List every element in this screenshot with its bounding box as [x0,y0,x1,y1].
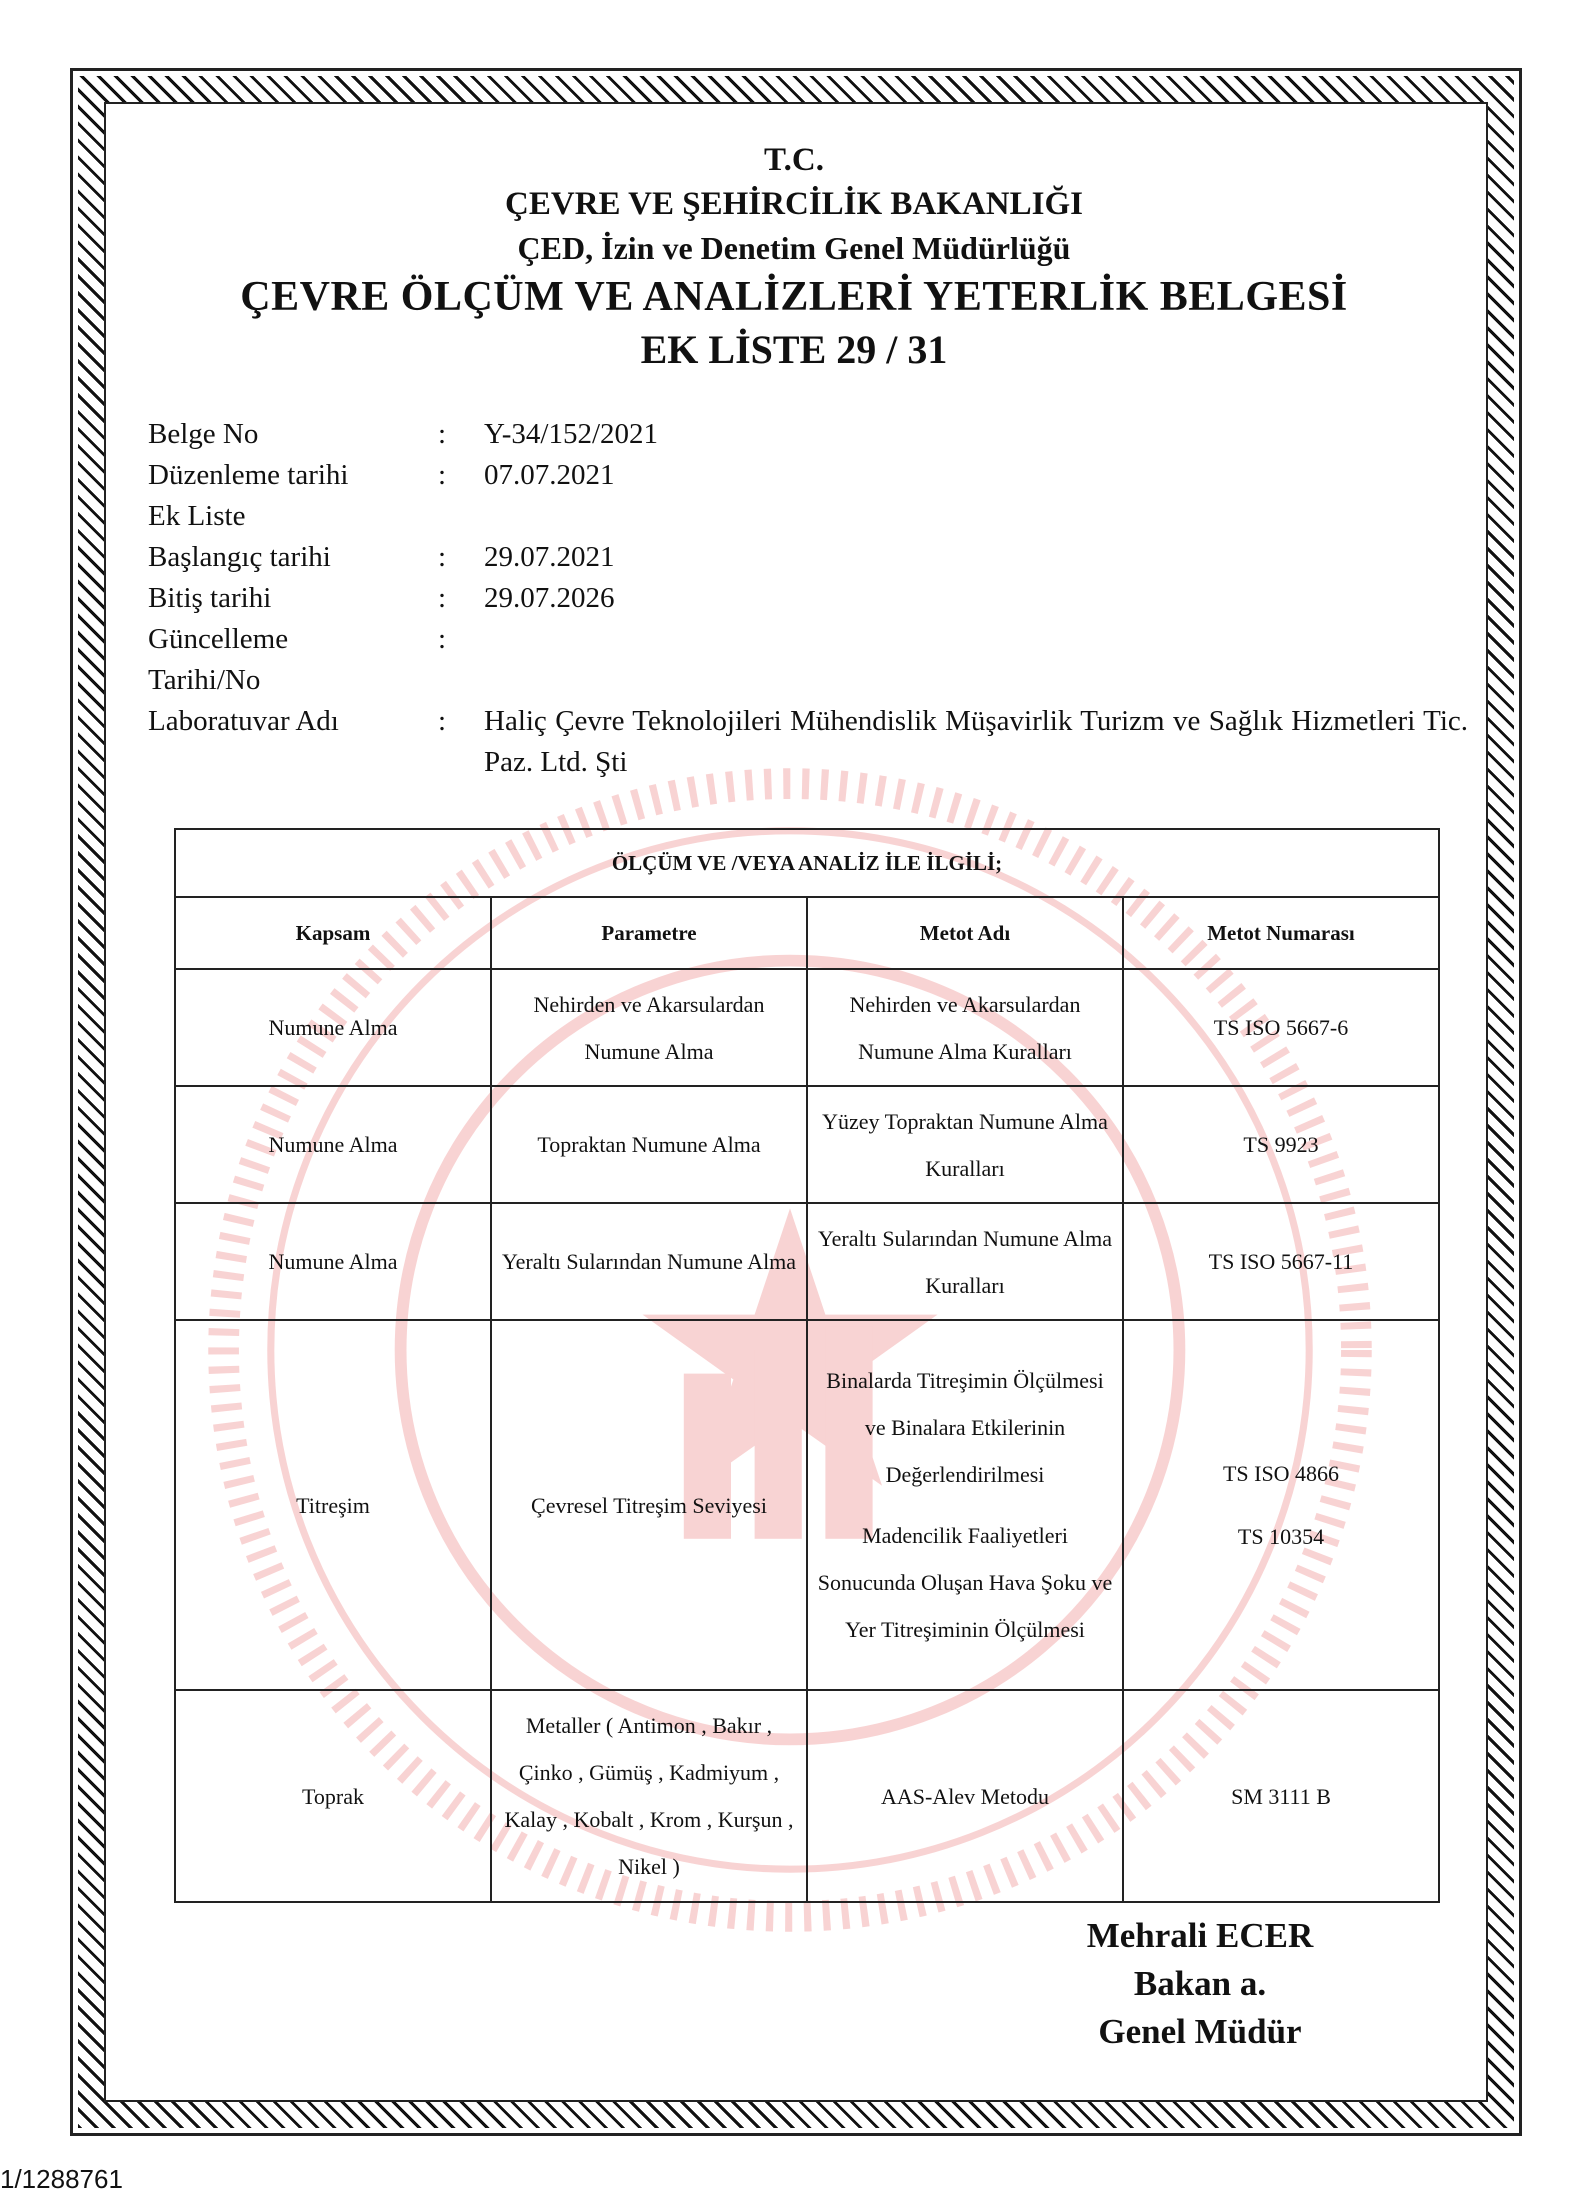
cell-parametre: Metaller ( Antimon , Bakır , Çinko , Gümüş , Kadmiyum , Kalay , Kobalt , Krom , Kurşun , Nikel ) [491,1690,807,1902]
header-line-1: T.C. [764,142,824,178]
info-colon: : [438,705,447,737]
signatory-title-1: Bakan a. [1133,1964,1267,2003]
page-footer-number: 1/1288761 [0,2164,123,2194]
certificate-info [148,414,1468,783]
column-header-metot-adi: Metot Adı [807,897,1123,969]
info-label: Ek Liste [148,500,246,532]
cell-parametre: Topraktan Numune Alma [491,1086,807,1203]
info-value: 29.07.2026 [484,582,615,614]
table-row [175,1086,1439,1203]
info-label: Güncelleme [148,623,289,655]
table-row [175,1320,1439,1690]
info-label: Laboratuvar Adı [148,705,339,737]
header-ministry: ÇEVRE VE ŞEHİRCİLİK BAKANLIĞI [505,186,1083,222]
cell-kapsam: Titreşim [175,1320,491,1690]
info-colon: : [438,582,447,614]
cell-metot-no [1123,1320,1439,1690]
info-value: 29.07.2021 [484,541,615,573]
scope-table [174,828,1440,1903]
info-row [148,578,1468,619]
info-label: Düzenleme tarihi [148,459,349,491]
metot-item: Madencilik Faaliyetleri Sonucunda Oluşan Hava Şoku ve Yer Titreşiminin Ölçülmesi [817,1523,1113,1642]
metot-no-item: TS 10354 [1237,1524,1325,1549]
info-colon [438,660,484,701]
info-value: 07.07.2021 [484,459,615,491]
cell-parametre: Yeraltı Sularından Numune Alma [491,1203,807,1320]
cell-metot: Nehirden ve Akarsulardan Numune Alma Kuralları [807,969,1123,1086]
cell-kapsam: Numune Alma [175,1086,491,1203]
column-header-metot-numarasi: Metot Numarası [1123,897,1439,969]
cell-kapsam: Numune Alma [175,1203,491,1320]
cell-parametre: Çevresel Titreşim Seviyesi [491,1320,807,1690]
signatory-title-2: Genel Müdür [1098,2012,1302,2051]
info-row [148,701,1468,783]
column-header-kapsam: Kapsam [175,897,491,969]
info-label: Bitiş tarihi [148,582,272,614]
cell-parametre: Nehirden ve Akarsulardan Numune Alma [491,969,807,1086]
info-row [148,660,1468,701]
info-value-laboratory: Haliç Çevre Teknolojileri Mühendislik Müşavirlik Turizm ve Sağlık Hizmetleri Tic. Paz. Ltd. Şti [484,705,1468,778]
cell-metot: Yeraltı Sularından Numune Alma Kuralları [807,1203,1123,1320]
document-header [0,138,1588,376]
header-certificate-title: ÇEVRE ÖLÇÜM VE ANALİZLERİ YETERLİK BELGESİ [240,274,1348,320]
info-label: Belge No [148,418,259,450]
metot-no-item: TS ISO 4866 [1222,1461,1340,1486]
info-colon [438,496,484,537]
cell-metot: Yüzey Topraktan Numune Alma Kuralları [807,1086,1123,1203]
info-colon: : [438,541,447,573]
header-list-number: EK LİSTE 29 / 31 [640,327,948,372]
signature-block [1070,1912,1330,2056]
table-row [175,969,1439,1086]
info-value [484,496,1468,537]
cell-metot-no: TS ISO 5667-6 [1123,969,1439,1086]
column-header-parametre: Parametre [491,897,807,969]
signatory-name: Mehrali ECER [1086,1916,1314,1955]
cell-metot [807,1320,1123,1690]
info-value [484,619,1468,660]
info-label: Başlangıç tarihi [148,541,331,573]
cell-metot-no: TS 9923 [1123,1086,1439,1203]
info-row [148,496,1468,537]
info-value [484,660,1468,701]
cell-kapsam: Numune Alma [175,969,491,1086]
table-row [175,1203,1439,1320]
info-row [148,455,1468,496]
table-title: ÖLÇÜM VE /VEYA ANALİZ İLE İLGİLİ; [175,829,1439,897]
info-value: Y-34/152/2021 [484,418,658,450]
info-row [148,414,1468,455]
header-directorate: ÇED, İzin ve Denetim Genel Müdürlüğü [517,230,1071,266]
table-row [175,1690,1439,1902]
info-label: Tarihi/No [148,664,261,696]
info-colon: : [438,459,447,491]
info-colon: : [438,623,447,655]
metot-item: Binalarda Titreşimin Ölçülmesi ve Binalara Etkilerinin Değerlendirilmesi [826,1368,1104,1487]
cell-metot-no: TS ISO 5667-11 [1123,1203,1439,1320]
info-colon: : [438,418,447,450]
info-row [148,537,1468,578]
info-row [148,619,1468,660]
cell-metot: AAS-Alev Metodu [807,1690,1123,1902]
cell-kapsam: Toprak [175,1690,491,1902]
cell-metot-no: SM 3111 B [1123,1690,1439,1902]
